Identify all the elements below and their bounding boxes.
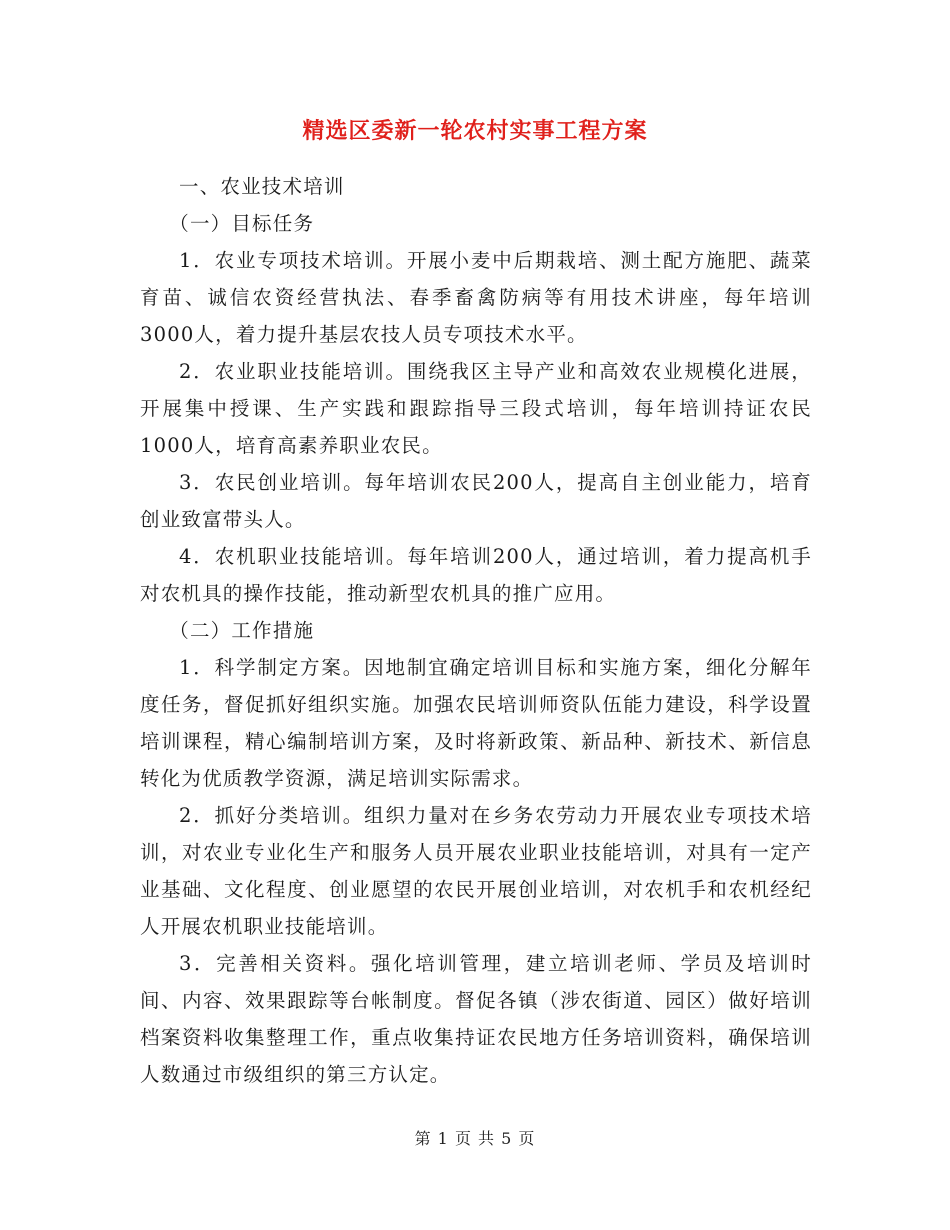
document-body — [140, 168, 812, 1093]
subsection-heading: （二）工作措施 — [169, 619, 315, 642]
paragraph: 2．抓好分类培训。组织力量对在乡务农劳动力开展农业专项技术培训，对农业专业化生产和服务人员开展农业职业技能培训，对具有一定产业基础、文化程度、创业愿望的农民开展创业培训，对农机手和农机经纪人开展农机职业技能培训。 — [140, 804, 812, 938]
page-footer: 第 1 页 共 5 页 — [414, 1129, 536, 1148]
paragraph: 4．农机职业技能培训。每年培训200人，通过培训，着力提高机手对农机具的操作技能，推动新型农机具的推广应用。 — [140, 545, 812, 605]
section-heading: 一、农业技术培训 — [179, 175, 345, 198]
paragraph: 3．完善相关资料。强化培训管理，建立培训老师、学员及培训时间、内容、效果跟踪等台帐制度。督促各镇（涉农街道、园区）做好培训档案资料收集整理工作，重点收集持证农民地方任务培训资料，确保培训人数通过市级组织的第三方认定。 — [140, 952, 812, 1086]
paragraph: 3．农民创业培训。每年培训农民200人，提高自主创业能力，培育创业致富带头人。 — [140, 471, 812, 531]
paragraph: 1．科学制定方案。因地制宜确定培训目标和实施方案，细化分解年度任务，督促抓好组织实施。加强农民培训师资队伍能力建设，科学设置培训课程，精心编制培训方案，及时将新政策、新品种、新技术、新信息转化为优质教学资源，满足培训实际需求。 — [140, 656, 812, 790]
paragraph: 2．农业职业技能培训。围绕我区主导产业和高效农业规模化进展，开展集中授课、生产实践和跟踪指导三段式培训，每年培训持证农民1000人，培育高素养职业农民。 — [140, 360, 812, 457]
document-title: 精选区委新一轮农村实事工程方案 — [302, 119, 648, 144]
subsection-heading: （一）目标任务 — [169, 212, 315, 235]
paragraph: 1．农业专项技术培训。开展小麦中后期栽培、测土配方施肥、蔬菜育苗、诚信农资经营执法、春季畜禽防病等有用技术讲座，每年培训3000人，着力提升基层农技人员专项技术水平。 — [140, 249, 812, 346]
